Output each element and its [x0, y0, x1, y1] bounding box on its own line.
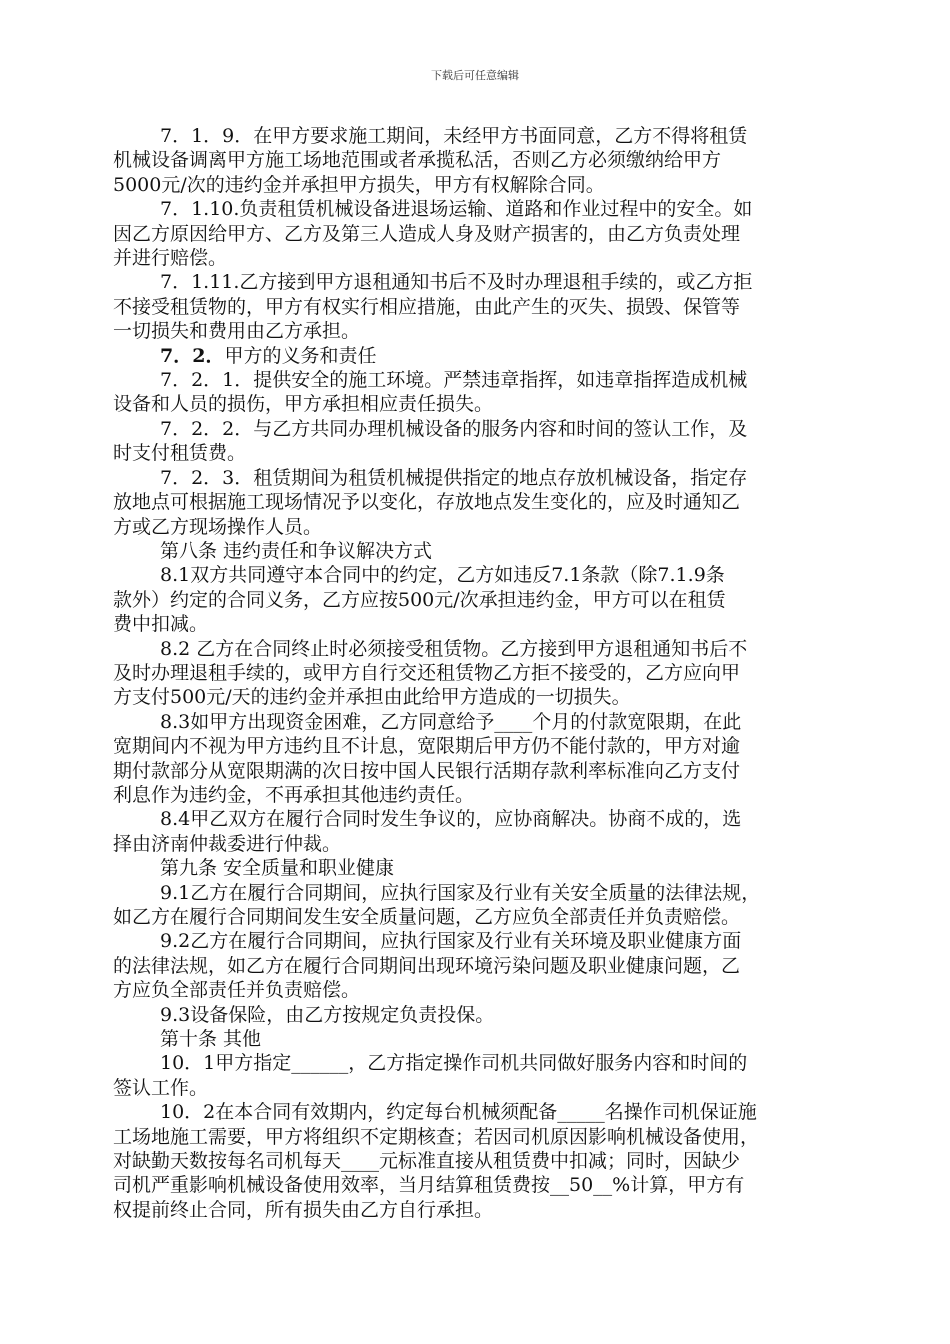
text-line: 9.3设备保险，由乙方按规定负责投保。: [160, 1003, 495, 1026]
text-line: 费中扣减。: [113, 613, 209, 636]
text-line: 10．2在本合同有效期内，约定每台机械须配备_____名操作司机保证施: [160, 1101, 757, 1124]
text-line: 并进行赔偿。: [113, 247, 228, 270]
text-line: 不接受租赁物的，甲方有权实行相应措施，由此产生的灭失、损毁、保管等: [113, 295, 741, 318]
text-line: 对缺勤天数按每名司机每天____元标准直接从租赁费中扣减；同时，因缺少: [113, 1150, 741, 1173]
text-line: 一切损失和费用由乙方承担。: [113, 320, 361, 343]
text-line: 择由济南仲裁委进行仲裁。: [113, 832, 342, 855]
text-line: 宽期间内不视为甲方违约且不计息，宽限期后甲方仍不能付款的，甲方对逾: [113, 735, 741, 758]
text-line: 10．1甲方指定______，乙方指定操作司机共同做好服务内容和时间的: [160, 1052, 748, 1075]
contract-body: [113, 124, 863, 1222]
text-line: 9.2乙方在履行合同期间，应执行国家及行业有关环境及职业健康方面: [160, 930, 742, 953]
text-line: 方支付500元/天的违约金并承担由此给甲方造成的一切损失。: [113, 686, 631, 709]
text-line: 7．2．1．提供安全的施工环境。严禁违章指挥，如违章指挥造成机械: [160, 369, 748, 392]
text-line: 9.1乙方在履行合同期间，应执行国家及行业有关安全质量的法律法规，: [160, 881, 761, 904]
text-line: 时支付租赁费。: [113, 442, 247, 465]
text-line: 7．1.11.乙方接到甲方退租通知书后不及时办理退租手续的，或乙方拒: [160, 271, 753, 294]
text-line: 如乙方在履行合同期间发生安全质量问题，乙方应负全部责任并负责赔偿。: [113, 906, 741, 928]
text-line: 因乙方原因给甲方、乙方及第三人造成人身及财产损害的，由乙方负责处理: [113, 222, 741, 245]
text-line: 的法律法规，如乙方在履行合同期间出现环境污染问题及职业健康问题，乙: [113, 954, 741, 977]
text-line: 方或乙方现场操作人员。: [113, 515, 323, 538]
text-line: 第十条 其他: [160, 1028, 262, 1051]
text-line: 机械设备调离甲方施工场地范围或者承揽私活，否则乙方必须缴纳给甲方: [113, 149, 722, 172]
text-line: 7．1．9．在甲方要求施工期间，未经甲方书面同意，乙方不得将租赁: [160, 125, 748, 147]
text-line: 工场地施工需要，甲方将组织不定期核查；若因司机原因影响机械设备使用，: [113, 1125, 760, 1148]
page-header: 下载后可任意编辑: [431, 69, 519, 82]
text-line: 8.4甲乙双方在履行合同时发生争议的，应协商解决。协商不成的，选: [160, 808, 742, 831]
text-line: 放地点可根据施工现场情况予以变化，存放地点发生变化的，应及时通知乙: [113, 491, 741, 514]
text-line: 7．2．3．租赁期间为租赁机械提供指定的地点存放机械设备，指定存: [160, 466, 748, 489]
text-line: 7．1.10.负责租赁机械设备进退场运输、道路和作业过程中的安全。如: [160, 198, 753, 221]
text-line: 8.3如甲方出现资金困难，乙方同意给予____个月的付款宽限期，在此: [160, 710, 742, 733]
text-line: 7．2．2．与乙方共同办理机械设备的服务内容和时间的签认工作，及: [160, 417, 748, 440]
text-line: 第八条 违约责任和争议解决方式: [160, 539, 433, 562]
section-number: 7．2．: [160, 344, 225, 367]
text-line: 8.1双方共同遵守本合同中的约定，乙方如违反7.1条款（除7.1.9条: [160, 564, 725, 587]
text-line: 司机严重影响机械设备使用效率，当月结算租赁费按__50__%计算，甲方有: [113, 1174, 745, 1197]
text-line: 款外）约定的合同义务，乙方应按500元/次承担违约金，甲方可以在租赁: [113, 588, 726, 611]
text-line: 及时办理退租手续的，或甲方自行交还租赁物乙方拒不接受的，乙方应向甲: [113, 661, 741, 684]
text-line: 签认工作。: [113, 1076, 209, 1099]
text-line: 第九条 安全质量和职业健康: [160, 857, 395, 880]
text-line: 设备和人员的损伤，甲方承担相应责任损失。: [113, 393, 494, 416]
text-line: 利息作为违约金，不再承担其他违约责任。: [113, 783, 475, 806]
text-line: 方应负全部责任并负责赔偿。: [113, 979, 361, 1002]
text-line: 5000元/次的违约金并承担甲方损失，甲方有权解除合同。: [113, 173, 605, 196]
text-line: 7．2．甲方的义务和责任: [160, 344, 377, 367]
text-line: 期付款部分从宽限期满的次日按中国人民银行活期存款利率标准向乙方支付: [113, 759, 741, 782]
text-line: 8.2 乙方在合同终止时必须接受租赁物。乙方接到甲方退租通知书后不: [160, 637, 748, 660]
text-line: 权提前终止合同，所有损失由乙方自行承担。: [113, 1198, 494, 1221]
